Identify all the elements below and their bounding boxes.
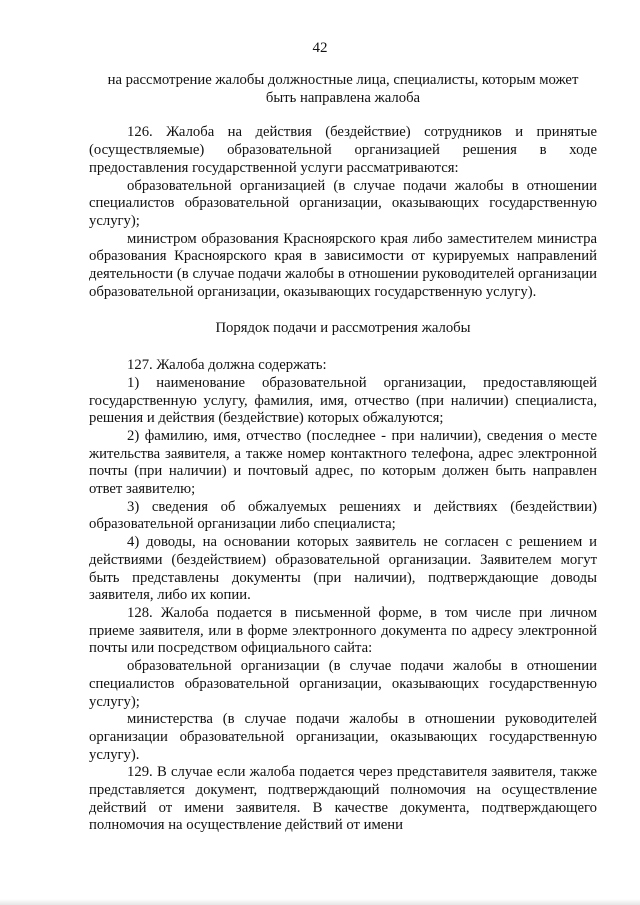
section-heading: Порядок подачи и рассмотрения жалобы	[215, 320, 471, 337]
paragraph-127: 127. Жалоба должна содержать:	[127, 357, 327, 374]
paragraph-128-a: образовательной организации (в случае подачи жалобы в отношении специалистов образовательной организации, оказывающих государственную услугу);	[89, 658, 597, 710]
page-edge	[0, 899, 640, 905]
heading-top: на рассмотрение жалобы должностные лица, специалисты, которым может быть направлена жалоба	[107, 72, 579, 106]
document-body	[89, 72, 597, 835]
paragraph-127-3: 3) сведения об обжалуемых решениях и действиях (бездействии) образовательной организации либо специалиста;	[89, 498, 597, 533]
paragraph-126-a: образовательной организацией (в случае подачи жалобы в отношении специалистов образовательной организации, оказывающих государственную услугу);	[89, 177, 597, 229]
paragraph-126: 126. Жалоба на действия (бездействие) сотрудников и принятые (осуществляемые) образовательной организацией решения в ходе предоставления государственной услуги рассматриваются:	[89, 124, 597, 176]
paragraph-127-2: 2) фамилию, имя, отчество (последнее - при наличии), сведения о месте жительства заявителя, а также номер контактного телефона, адрес электронной почты (при наличии) и почтовый адрес, по которым должен быть направлен ответ заявителю;	[89, 427, 597, 498]
spacer	[89, 107, 597, 124]
paragraph-129: 129. В случае если жалоба подается через представителя заявителя, также представляется документ, подтверждающий полномочия на осуществление действий от имени заявителя. В качестве документа, подтверждающего полномочия на осуществление действий от имени	[89, 764, 597, 834]
spacer	[89, 338, 597, 357]
spacer	[89, 301, 597, 320]
paragraph-127-1: 1) наименование образовательной организации, предоставляющей государственную услугу, фамилия, имя, отчество (при наличии) специалиста, решения и действия (бездействие) которых обжалуются;	[89, 374, 597, 427]
paragraph-128: 128. Жалоба подается в письменной форме, в том числе при личном приеме заявителя, или в форме электронного документа по адресу электронной почты или посредством официального сайта:	[89, 604, 597, 657]
page-number: 42	[312, 40, 328, 56]
paragraph-128-b: министерства (в случае подачи жалобы в отношении руководителей организации образовательной организации, оказывающих государственную услугу).	[89, 711, 597, 763]
paragraph-126-b: министром образования Красноярского края либо заместителем министра образования Красноярского края в зависимости от курируемых направлений деятельности (в случае подачи жалобы в отношении руководителей организации образовательной организации, оказывающих государственную услугу).	[89, 230, 597, 300]
paragraph-127-4: 4) доводы, на основании которых заявитель не согласен с решением и действиями (бездействием) образовательной организации. Заявителем могут быть представлены документы (при наличии), подтверждающие доводы заявителя, либо их копии.	[89, 534, 597, 604]
